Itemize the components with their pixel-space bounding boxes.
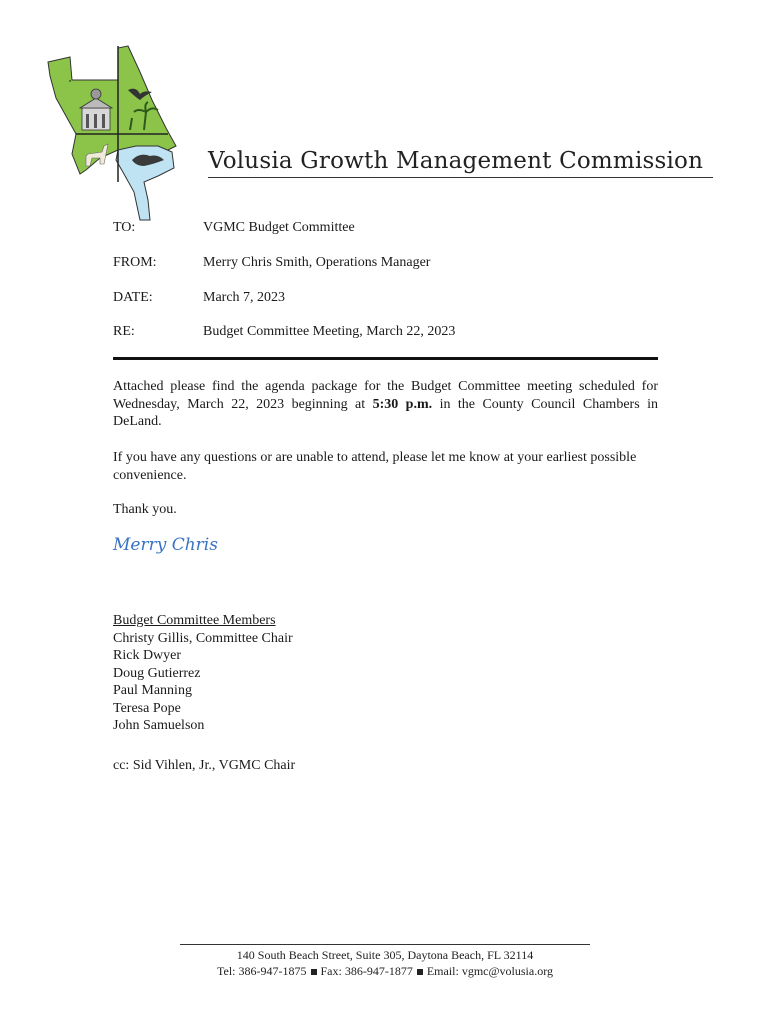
footer-rule: [180, 944, 590, 945]
closing-line: Thank you.: [113, 502, 177, 517]
member-item: Doug Gutierrez: [113, 665, 201, 681]
p1-text-start: Attached please find the agenda package for the Budget Committee meeting scheduled for Wednesday, March 22, 2023 beginning at: [113, 379, 658, 412]
body-paragraph-2: If you have any questions or are unable to attend, please let me know at your earliest possible convenience.: [113, 450, 637, 483]
vgmc-logo: [40, 42, 220, 222]
member-item: John Samuelson: [113, 718, 205, 733]
date-value: March 7, 2023: [203, 290, 286, 305]
to-value: VGMC Budget Committee: [203, 220, 355, 235]
members-heading: Budget Committee Members: [113, 613, 276, 628]
body-paragraph-1: [113, 378, 658, 431]
signature: Merry Chris: [113, 535, 218, 555]
footer-tel: Tel: 386-947-1875: [217, 964, 307, 978]
organization-title: Volusia Growth Management Commission: [208, 148, 704, 174]
member-item: Christy Gillis, Committee Chair: [113, 630, 293, 646]
bullet-square-icon: [417, 969, 423, 975]
member-item: Paul Manning: [113, 683, 192, 698]
title-underline: [208, 177, 713, 178]
footer-fax: Fax: 386-947-1877: [320, 964, 413, 978]
cc-line: cc: Sid Vihlen, Jr., VGMC Chair: [113, 758, 296, 773]
re-value: Budget Committee Meeting, March 22, 2023: [203, 324, 456, 339]
member-item: Rick Dwyer: [113, 648, 182, 663]
from-label: FROM:: [113, 255, 157, 270]
to-label: TO:: [113, 220, 136, 235]
meeting-time: 5:30 p.m.: [372, 396, 433, 412]
p1-text-end: in the County Council Chambers in DeLand.: [113, 396, 658, 429]
header-separator: [113, 357, 658, 360]
date-label: DATE:: [113, 290, 153, 305]
committee-members: [113, 612, 293, 735]
re-label: RE:: [113, 324, 135, 339]
footer-email: Email: vgmc@volusia.org: [426, 964, 553, 978]
member-item: Teresa Pope: [113, 700, 181, 716]
footer-address: 140 South Beach Street, Suite 305, Daytona Beach, FL 32114: [236, 948, 534, 962]
footer-contact: [0, 964, 770, 979]
bullet-square-icon: [311, 969, 317, 975]
from-value: Merry Chris Smith, Operations Manager: [203, 255, 431, 270]
